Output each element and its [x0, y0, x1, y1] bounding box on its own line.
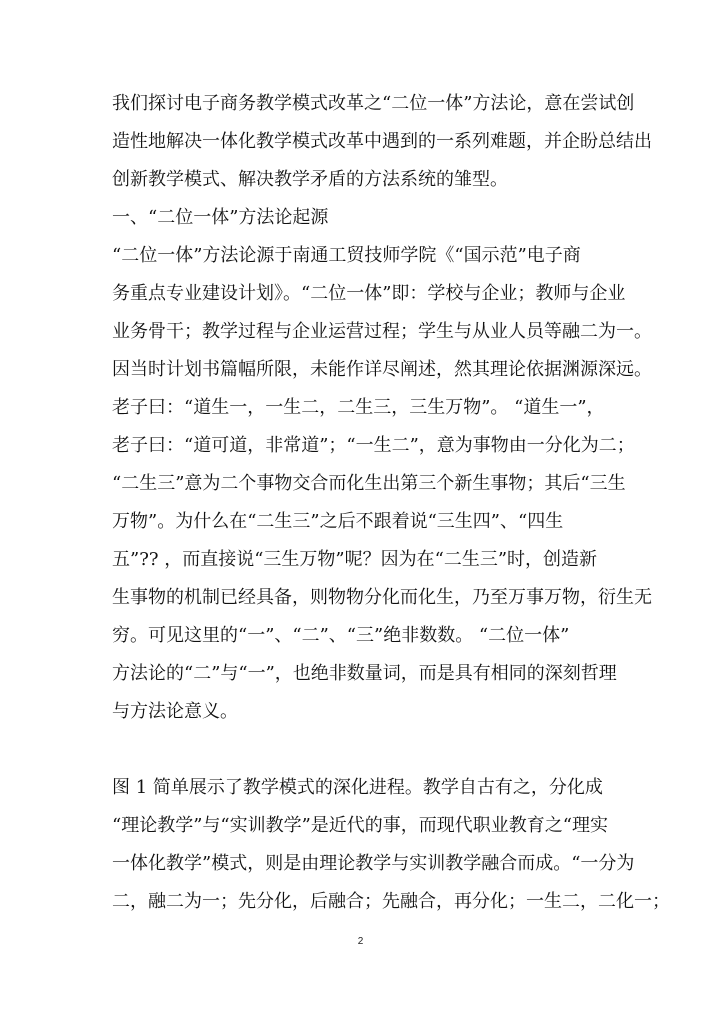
paragraph-3-line-3: 一体化教学”模式，则是由理论教学与实训教学融合而成。“一分为 — [112, 853, 635, 874]
paragraph-2-line-5: 老子曰：“道生一，一生二，二生三，三生万物”。 “道生一”， — [112, 397, 605, 418]
paragraph-3-line-4: 二，融二为一；先分化，后融合；先融合，再分化；一生二，二化一； — [112, 891, 670, 912]
paragraph-2-line-7: “二生三”意为二个事物交合而化生出第三个新生事物；其后“三生 — [112, 473, 626, 494]
paragraph-2-line-4: 因当时计划书篇幅所限，未能作详尽阐述，然其理论依据渊源深远。 — [112, 359, 652, 380]
paragraph-2-line-6: 老子曰：“道可道，非常道”；“一生二”，意为事物由一分化为二； — [112, 435, 635, 456]
paragraph-1-line-1: 我们探讨电子商务教学模式改革之“二位一体”方法论，意在尝试创 — [112, 93, 635, 114]
paragraph-2-line-12: 方法论的“二”与“一”，也绝非数量词，而是具有相同的深刻哲理 — [112, 663, 617, 684]
paragraph-3-line-1: 图 1 简单展示了教学模式的深化进程。教学自古有之，分化成 — [112, 777, 603, 798]
paragraph-1-line-2: 造性地解决一体化教学模式改革中遇到的一系列难题，并企盼总结出 — [112, 131, 652, 152]
paragraph-2-line-11: 穷。可见这里的“一”、“二”、“三”绝非数数。 “二位一体” — [112, 625, 570, 646]
paragraph-2-line-10: 生事物的机制已经具备，则物物分化而化生，乃至万事万物，衍生无 — [112, 587, 652, 608]
paragraph-3-line-2: “理论教学”与“实训教学”是近代的事，而现代职业教育之“理实 — [112, 815, 609, 836]
paragraph-2-line-2: 务重点专业建设计划》。“二位一体”即：学校与企业；教师与企业 — [112, 283, 626, 304]
paragraph-2-line-9: 五”?? ，而直接说“三生万物”呢？因为在“二生三”时，创造新 — [112, 549, 598, 570]
paragraph-2-line-8: 万物”。为什么在“二生三”之后不跟着说“三生四”、“四生 — [112, 511, 564, 532]
paragraph-2-line-13: 与方法论意义。 — [112, 701, 238, 722]
page-number: 2 — [357, 936, 364, 947]
paragraph-2-line-1: “二位一体”方法论源于南通工贸技师学院《“国示范”电子商 — [112, 245, 581, 266]
paragraph-1-line-3: 创新教学模式、解决教学矛盾的方法系统的雏型。 — [112, 169, 508, 190]
section-heading: 一、“二位一体”方法论起源 — [112, 207, 329, 228]
paragraph-2-line-3: 业务骨干；教学过程与企业运营过程；学生与从业人员等融二为一。 — [112, 321, 652, 342]
